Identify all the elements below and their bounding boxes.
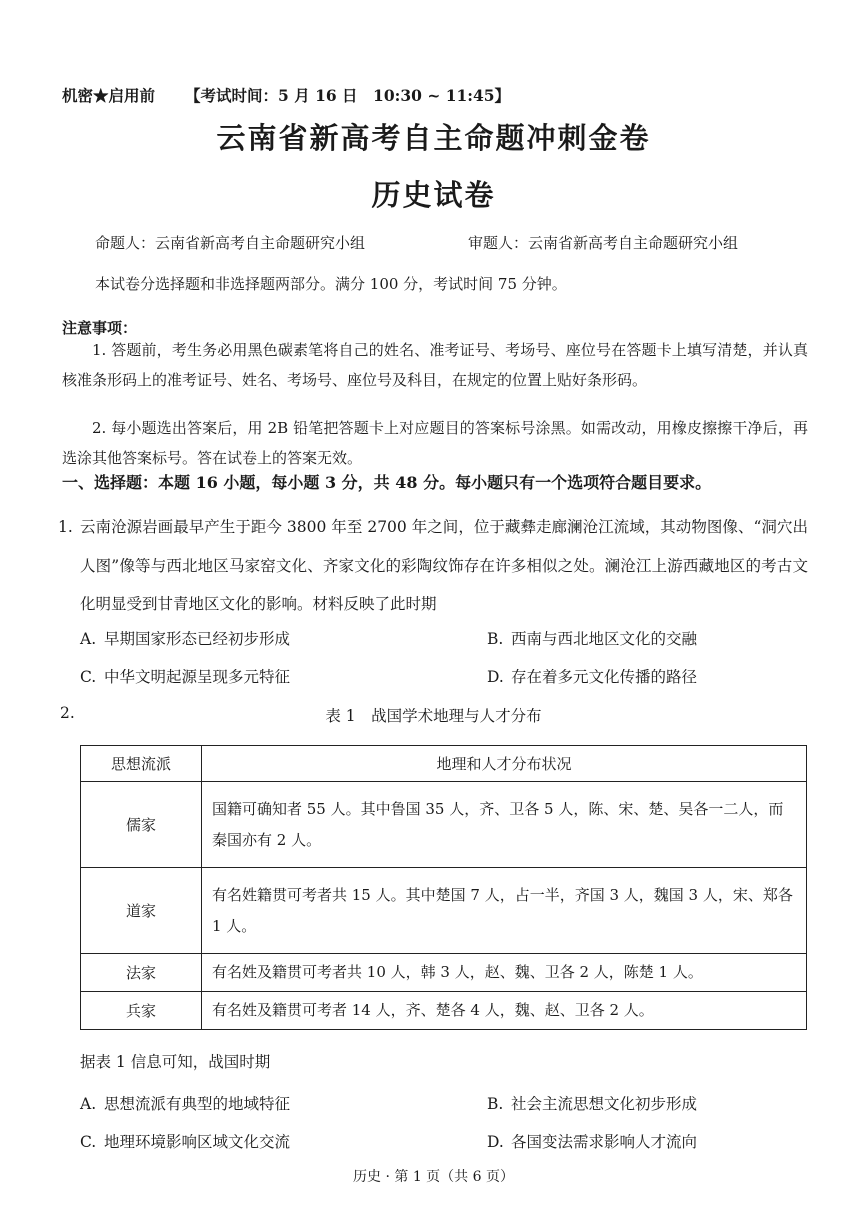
q1-option-b[interactable] xyxy=(487,627,697,649)
option-text: 中华文明起源呈现多元特征 xyxy=(104,668,291,686)
exam-time: 【考试时间：5 月 16 日 10:30 ~ 11:45】 xyxy=(185,86,511,105)
exam-intro: 本试卷分选择题和非选择题两部分。满分 100 分，考试时间 75 分钟。 xyxy=(95,275,567,293)
notice-item-1: 1. 答题前，考生务必用黑色碳素笔将自己的姓名、准考证号、考场号、座位号在答题卡上填写清楚，并认真核准条形码上的准考证号、姓名、考场号、座位号及科目，在规定的位置上贴好条形码。 xyxy=(62,341,808,389)
school-cell: 儒家 xyxy=(81,782,202,868)
option-text: 思想流派有典型的地域特征 xyxy=(104,1095,291,1113)
table-caption: 表 1 战国学术地理与人才分布 xyxy=(325,707,542,725)
option-text: 地理环境影响区域文化交流 xyxy=(104,1133,291,1151)
page-title: 云南省新高考自主命题冲刺金卷 xyxy=(216,121,651,155)
header-school: 思想流派 xyxy=(81,746,202,782)
question-text: 云南沧源岩画最早产生于距今 3800 年至 2700 年之间，位于藏彝走廊澜沧江流域，其动物图像、“洞穴出人图”像等与西北地区马家窑文化、齐家文化的彩陶纹饰存在许多相似之处。澜沧江上游西藏地区的考古文化明显受到甘青地区文化的影响。材料反映了此时期 xyxy=(80,518,808,613)
school-cell: 道家 xyxy=(81,868,202,954)
question-1 xyxy=(58,508,808,624)
option-letter: B. xyxy=(487,630,504,648)
distribution-cell: 有名姓及籍贯可考者 14 人，齐、楚各 4 人，魏、赵、卫各 2 人。 xyxy=(202,992,807,1030)
q1-option-c[interactable] xyxy=(80,665,290,687)
q2-option-a[interactable] xyxy=(80,1092,290,1114)
table-header-row xyxy=(81,746,807,782)
option-text: 存在着多元文化传播的路径 xyxy=(511,668,698,686)
distribution-table xyxy=(80,745,807,1030)
school-cell: 兵家 xyxy=(81,992,202,1030)
setter-line: 命题人：云南省新高考自主命题研究小组 xyxy=(95,234,366,252)
q1-option-d[interactable] xyxy=(487,665,697,687)
reviewer-line: 审题人：云南省新高考自主命题研究小组 xyxy=(468,234,739,252)
school-cell: 法家 xyxy=(81,954,202,992)
q2-option-d[interactable] xyxy=(487,1130,697,1152)
option-letter: C. xyxy=(80,1133,97,1151)
option-text: 西南与西北地区文化的交融 xyxy=(511,630,698,648)
option-text: 社会主流思想文化初步形成 xyxy=(511,1095,698,1113)
distribution-cell: 有名姓籍贯可考者共 15 人。其中楚国 7 人，占一半，齐国 3 人，魏国 3 人，宋、郑各 1 人。 xyxy=(202,868,807,954)
question-2-stem: 据表 1 信息可知，战国时期 xyxy=(80,1053,271,1071)
option-letter: B. xyxy=(487,1095,504,1113)
distribution-cell: 国籍可确知者 55 人。其中鲁国 35 人，齐、卫各 5 人，陈、宋、楚、吴各一二人，而秦国亦有 2 人。 xyxy=(202,782,807,868)
header-distribution: 地理和人才分布状况 xyxy=(202,746,807,782)
notice-item-2: 2. 每小题选出答案后，用 2B 铅笔把答题卡上对应题目的答案标号涂黑。如需改动，用橡皮擦擦干净后，再选涂其他答案标号。答在试卷上的答案无效。 xyxy=(62,419,808,467)
question-number: 1. xyxy=(58,518,73,536)
section-heading: 一、选择题：本题 16 小题，每小题 3 分，共 48 分。每小题只有一个选项符合题目要求。 xyxy=(62,473,712,492)
option-letter: A. xyxy=(80,630,97,648)
option-letter: C. xyxy=(80,668,97,686)
question-2-number: 2. xyxy=(60,704,75,722)
secret-label: 机密★启用前 xyxy=(62,86,156,105)
q2-option-c[interactable] xyxy=(80,1130,290,1152)
option-letter: D. xyxy=(487,1133,504,1151)
option-letter: D. xyxy=(487,668,504,686)
notice-title: 注意事项： xyxy=(62,319,138,337)
page-footer: 历史 · 第 1 页（共 6 页） xyxy=(353,1169,514,1185)
table-row xyxy=(81,992,807,1030)
q1-option-a[interactable] xyxy=(80,627,290,649)
q2-option-b[interactable] xyxy=(487,1092,697,1114)
option-letter: A. xyxy=(80,1095,97,1113)
option-text: 各国变法需求影响人才流向 xyxy=(511,1133,698,1151)
option-text: 早期国家形态已经初步形成 xyxy=(104,630,291,648)
subject-title: 历史试卷 xyxy=(371,178,496,212)
table-row xyxy=(81,954,807,992)
distribution-cell: 有名姓及籍贯可考者共 10 人，韩 3 人，赵、魏、卫各 2 人，陈楚 1 人。 xyxy=(202,954,807,992)
header-line xyxy=(62,84,510,106)
table-row xyxy=(81,782,807,868)
table-row xyxy=(81,868,807,954)
